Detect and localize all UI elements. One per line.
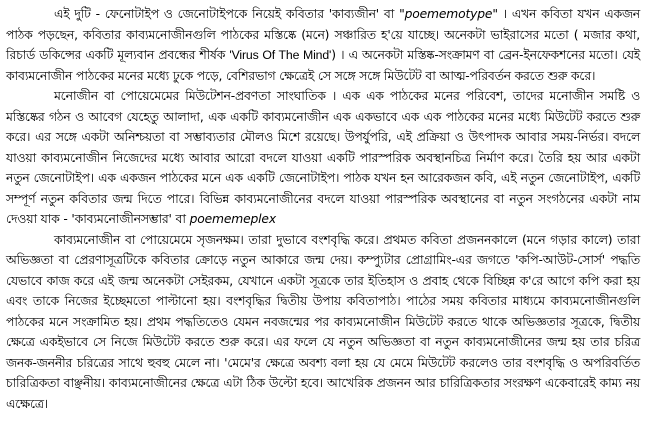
paragraph-1-text-1: এই দুটি - ফেনোটাইপ ও জেনোটাইপকে নিয়েই কবিতার 'কাব্যজীন' বা xyxy=(54,7,400,21)
paragraph-1-text-2: । এখন কবিতা যখন একজন পাঠক পড়ছেন, কবিতার কাব্যমনোজীনগুলি পাঠকের মস্তিষ্কে (মনে) সঞ্চারিত হ'য়ে যাচ্ছে। অনেকটা ভাইরাসের মতো ( মজার কথা, রিচার্ড ডকিন্সের একটি মূল্যবান প্রবন্ধের শীর্ষক xyxy=(6,7,640,62)
paragraph-1-text-3: ) । এ অনেকটা মস্তিষ্ক-সংক্রামণ বা ব্রেন-ইনফেকশনের মতো। যেই কাব্যমনোজীন পাঠকের মনের মধ্যে ঢুকে পড়ে, বেশিরভাগ ক্ষেত্রেই সে সঙ্গে সঙ্গে মিউটেট বা আত্ম-পরিবর্তন করতে শুরু করে। xyxy=(6,48,640,83)
paragraph-1-title-virus-of-the-mind: 'Virus Of The Mind' xyxy=(229,48,332,62)
paragraph-3-text-1: কাব্যমনোজীন বা পোয়েমেমে সৃজনক্ষম। তারা দুভাবে বংশবৃদ্ধি করে। প্রথমত কবিতা প্রজননকালে (মনে গড়ার কালে) তারা অভিজ্ঞতা বা প্রেরণাসূত্রটিকে কবিতার ক্রোড়ে নতুন আকারে জন্ম দেয়। কম্প্যুটার প্রোগ্রামিং-এর জগতে 'কপি-আউট-সোর্স' পদ্ধতি যেভাবে কাজ করে এই জন্ম অনেকটা সেইরকম, যেখানে একটা সূত্রকে তার ইতিহাস ও প্রবাহ থেকে বিচ্ছিন্ন ক'রে আগে কপি করা হয় এবং তাকে নিজের ইচ্ছেমতো পাল্টানো হয়। বংশবৃদ্ধির দ্বিতীয় উপায় কবিতাপাঠ। পাঠের সময় কবিতার মাধ্যমে কাব্যমনোজীনগুলি পাঠকের মনে সংক্রামিত হয়। প্রথম পদ্ধতিতেও যেমন নবজন্মের পর কাব্যমনোজীন মিউটেট করতে থাকে অভিজ্ঞতার সূত্রকে, দ্বিতীয় ক্ষেত্রে একইভাবে সে নিজে মিউটেট করতে শুরু করে। এর ফলে যে নতুন অভিজ্ঞতা বা নতুন কাব্যমনোজীনের জন্ম হয় তার চরিত্র জনক-জননীর চরিত্রের সাথে হুবহু মেলে না। 'মেমে'র ক্ষেত্রে অবশ্য বলা হয় যে মেমে মিউটেট করলেও তার বংশবৃদ্ধি ও অপরিবর্তিত চারিত্রিকতা বাঞ্ছনীয়। কাব্যমনোজীনের ক্ষেত্রে এটা ঠিক উল্টো হবে। আখেরিক প্রজনন আর চারিত্রিকতার সংরক্ষণ একেবারেই কাম্য নয় এক্ষেত্রে। xyxy=(6,232,640,411)
paragraph-3 xyxy=(6,230,640,415)
paragraph-2-term-poememeplex: poememeplex xyxy=(189,212,276,226)
paragraph-2-text-1: মনোজীন বা পোয়েমেমের মিউটেশন-প্রবণতা সাংঘাতিক । এক এক পাঠকের মনের পরিবেশ, তাদের মনোজীন সমষ্টি ও মস্তিষ্কের গঠন ও আবেগ যেহেতু আলাদা, এক একটি কাব্যমনোজীন এক একভাবে এক এক পাঠকের মনের মধ্যে মিউটেট করতে শুরু করে। এর সঙ্গে একটা অনিশ্চয়তা বা সম্ভাব্যতার মৌলও মিশে রয়েছে। উপর্যুপরি, এই প্রক্রিয়া ও উৎপাদক আবার সময়-নির্ভর। বদলে যাওয়া কাব্যমনোজীন নিজেদের মধ্যে আবার আরো বদলে যাওয়া একটি পারস্পরিক অবস্থানচিত্র নির্মাণ করে। তৈরি হয় আর একটা নতুন জেনোটাইপ। এক একজন পাঠকের মনে এক একটি জেনোটাইপ। পাঠক যখন হন আরেকজন কবি, এই নতুন জেনোটাইপ, একটি সম্পূর্ণ নতুন কবিতার জন্ম দিতে পারে। বিভিন্ন কাব্যমনোজীনের বদলে যাওয়া পারস্পরিক অবস্থানের বা নতুন সংগঠনের একটা নাম দেওয়া যাক - 'কাব্যমনোজীনসম্ভার' বা xyxy=(6,89,640,226)
paragraph-2 xyxy=(6,86,640,230)
paragraph-1-term-poememotype: "poememotype" xyxy=(399,7,498,21)
paragraph-1 xyxy=(6,4,640,86)
